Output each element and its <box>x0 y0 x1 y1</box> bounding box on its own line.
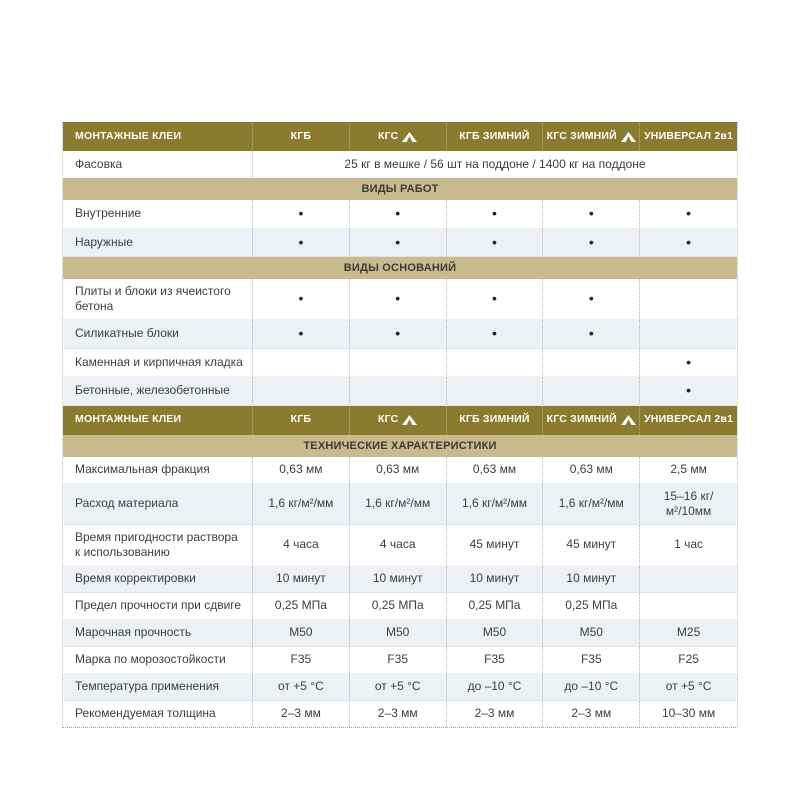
table-row <box>63 593 737 620</box>
table-cell: 0,63 мм <box>447 457 544 483</box>
header-col-label: КГС ЗИМНИЙ <box>546 413 617 426</box>
table-cell: F35 <box>253 647 350 673</box>
header-col-kgb <box>253 406 350 435</box>
table-cell <box>640 320 737 348</box>
table-row <box>63 377 737 406</box>
table-cell: до –10 °C <box>543 674 640 700</box>
table-cell: 2,5 мм <box>670 462 707 476</box>
table-cell: 10 минут <box>543 566 640 592</box>
header-col-kgb <box>253 122 350 151</box>
table-cell: • <box>253 320 350 348</box>
table-cell: • <box>447 200 544 228</box>
table-cell <box>253 349 350 377</box>
table-header-row <box>63 122 737 151</box>
table-cell: • <box>350 200 447 228</box>
header-col-universal <box>640 122 737 151</box>
table-row <box>63 620 737 647</box>
adhesives-comparison-table <box>62 122 738 728</box>
header-col-label: УНИВЕРСАЛ 2в1 <box>644 129 734 142</box>
table-cell: • <box>686 233 692 250</box>
table-cell: 1,6 кг/м²/мм <box>447 484 544 524</box>
table-cell: М50 <box>447 620 544 646</box>
mountain-icon <box>621 415 636 425</box>
table-cell: • <box>253 200 350 228</box>
row-label: Плиты и блоки из ячеистого бетона <box>63 279 253 319</box>
row-label: Время пригодности раствора к использованию <box>63 525 253 565</box>
header-col-label: КГБ <box>290 413 312 426</box>
table-cell: F35 <box>543 647 640 673</box>
table-cell: 0,63 мм <box>253 457 350 483</box>
table-cell: • <box>543 229 640 257</box>
packaging-value: 25 кг в мешке / 56 шт на поддоне / 1400 кг на поддоне <box>344 156 646 171</box>
header-col-label: КГС <box>377 129 399 142</box>
table-cell: 15–16 кг/м²/10мм <box>663 488 714 518</box>
table-cell: 2–3 мм <box>350 701 447 727</box>
table-cell: 10–30 мм <box>661 706 716 720</box>
table-cell <box>640 593 737 619</box>
table-cell <box>350 377 447 405</box>
header-col-kgb-winter <box>447 122 544 151</box>
table-row <box>63 320 737 349</box>
table-row <box>63 701 737 727</box>
header-col-kgs <box>350 122 447 151</box>
table-cell: 0,25 МПа <box>543 593 640 619</box>
header-col-kgs <box>350 406 447 435</box>
table-cell: • <box>350 229 447 257</box>
table-cell: • <box>686 382 692 398</box>
table-cell: от +5 °C <box>253 674 350 700</box>
table-cell: 1,6 кг/м²/мм <box>543 484 640 524</box>
header-col-label: УНИВЕРСАЛ 2в1 <box>644 413 734 426</box>
row-label: Наружные <box>63 229 253 257</box>
row-label: Расход материала <box>63 484 253 524</box>
table-cell: 0,25 МПа <box>447 593 544 619</box>
row-label: Бетонные, железобетонные <box>63 377 253 405</box>
table-cell <box>253 377 350 405</box>
table-cell: М50 <box>350 620 447 646</box>
header-title: МОНТАЖНЫЕ КЛЕИ <box>63 122 253 151</box>
table-cell: М50 <box>543 620 640 646</box>
table-cell: • <box>447 279 544 319</box>
table-cell: М25 <box>676 625 701 639</box>
header-col-label: КГБ ЗИМНИЙ <box>459 129 530 142</box>
table-cell: • <box>543 200 640 228</box>
header-col-label: КГС <box>377 413 399 426</box>
table-row <box>63 349 737 378</box>
table-row <box>63 525 737 566</box>
header-col-kgb-winter <box>447 406 544 435</box>
table-cell <box>543 349 640 377</box>
table-cell <box>640 566 737 592</box>
header-col-label: КГБ <box>290 129 312 142</box>
table-row <box>63 647 737 674</box>
table-cell <box>350 349 447 377</box>
table-cell: • <box>447 229 544 257</box>
section-header-tech: ТЕХНИЧЕСКИЕ ХАРАКТЕРИСТИКИ <box>63 435 737 457</box>
table-cell <box>447 349 544 377</box>
header-title: МОНТАЖНЫЕ КЛЕИ <box>63 406 253 435</box>
table-row <box>63 566 737 593</box>
row-label: Максимальная фракция <box>63 457 253 483</box>
table-cell: М50 <box>253 620 350 646</box>
table-cell: • <box>253 279 350 319</box>
table-cell: • <box>350 279 447 319</box>
table-header-row-repeat <box>63 406 737 435</box>
mountain-icon <box>621 132 636 142</box>
table-row-packaging <box>63 151 737 178</box>
table-cell: • <box>253 229 350 257</box>
table-row <box>63 484 737 525</box>
table-cell: 0,63 мм <box>350 457 447 483</box>
header-col-kgs-winter <box>543 406 640 435</box>
table-cell: 0,25 МПа <box>350 593 447 619</box>
mountain-icon <box>402 132 417 142</box>
table-cell: • <box>350 320 447 348</box>
table-cell: • <box>686 205 692 221</box>
table-cell: 1 час <box>674 537 704 551</box>
table-cell: F25 <box>678 652 699 666</box>
table-cell: 45 минут <box>447 525 544 565</box>
row-label: Марочная прочность <box>63 620 253 646</box>
row-label: Время корректировки <box>63 566 253 592</box>
table-row <box>63 674 737 701</box>
table-cell: 0,25 МПа <box>253 593 350 619</box>
row-label: Силикатные блоки <box>63 320 253 348</box>
row-label: Температура применения <box>63 674 253 700</box>
table-cell: 0,63 мм <box>543 457 640 483</box>
row-label: Каменная и кирпичная кладка <box>63 349 253 377</box>
table-cell: • <box>447 320 544 348</box>
table-cell: 2–3 мм <box>447 701 544 727</box>
table-cell: 4 часа <box>253 525 350 565</box>
header-col-kgs-winter <box>543 122 640 151</box>
header-col-universal <box>640 406 737 435</box>
table-cell: 10 минут <box>253 566 350 592</box>
section-header-works: ВИДЫ РАБОТ <box>63 178 737 200</box>
table-cell: от +5 °C <box>350 674 447 700</box>
table-cell: 1,6 кг/м²/мм <box>253 484 350 524</box>
row-label: Внутренние <box>63 200 253 228</box>
table-cell <box>447 377 544 405</box>
table-cell: F35 <box>350 647 447 673</box>
table-cell: 2–3 мм <box>253 701 350 727</box>
table-cell: до –10 °C <box>447 674 544 700</box>
table-cell: 1,6 кг/м²/мм <box>350 484 447 524</box>
table-cell: • <box>543 279 640 319</box>
mountain-icon <box>402 415 417 425</box>
table-cell: 2–3 мм <box>543 701 640 727</box>
table-cell: от +5 °C <box>665 679 712 693</box>
header-col-label: КГБ ЗИМНИЙ <box>459 413 530 426</box>
table-cell: • <box>686 353 692 370</box>
header-col-label: КГС ЗИМНИЙ <box>546 129 617 142</box>
table-row <box>63 200 737 229</box>
table-cell: F35 <box>447 647 544 673</box>
table-cell <box>543 377 640 405</box>
row-label: Предел прочности при сдвиге <box>63 593 253 619</box>
table-cell <box>640 279 737 319</box>
row-label: Фасовка <box>63 151 253 177</box>
table-row <box>63 279 737 320</box>
table-cell: 10 минут <box>350 566 447 592</box>
table-row <box>63 457 737 484</box>
row-label: Рекомендуемая толщина <box>63 701 253 727</box>
table-cell: 10 минут <box>447 566 544 592</box>
table-row <box>63 229 737 258</box>
section-header-bases: ВИДЫ ОСНОВАНИЙ <box>63 257 737 279</box>
row-label: Марка по морозостойкости <box>63 647 253 673</box>
table-cell: 45 минут <box>543 525 640 565</box>
table-cell: 4 часа <box>350 525 447 565</box>
table-cell: • <box>543 320 640 348</box>
